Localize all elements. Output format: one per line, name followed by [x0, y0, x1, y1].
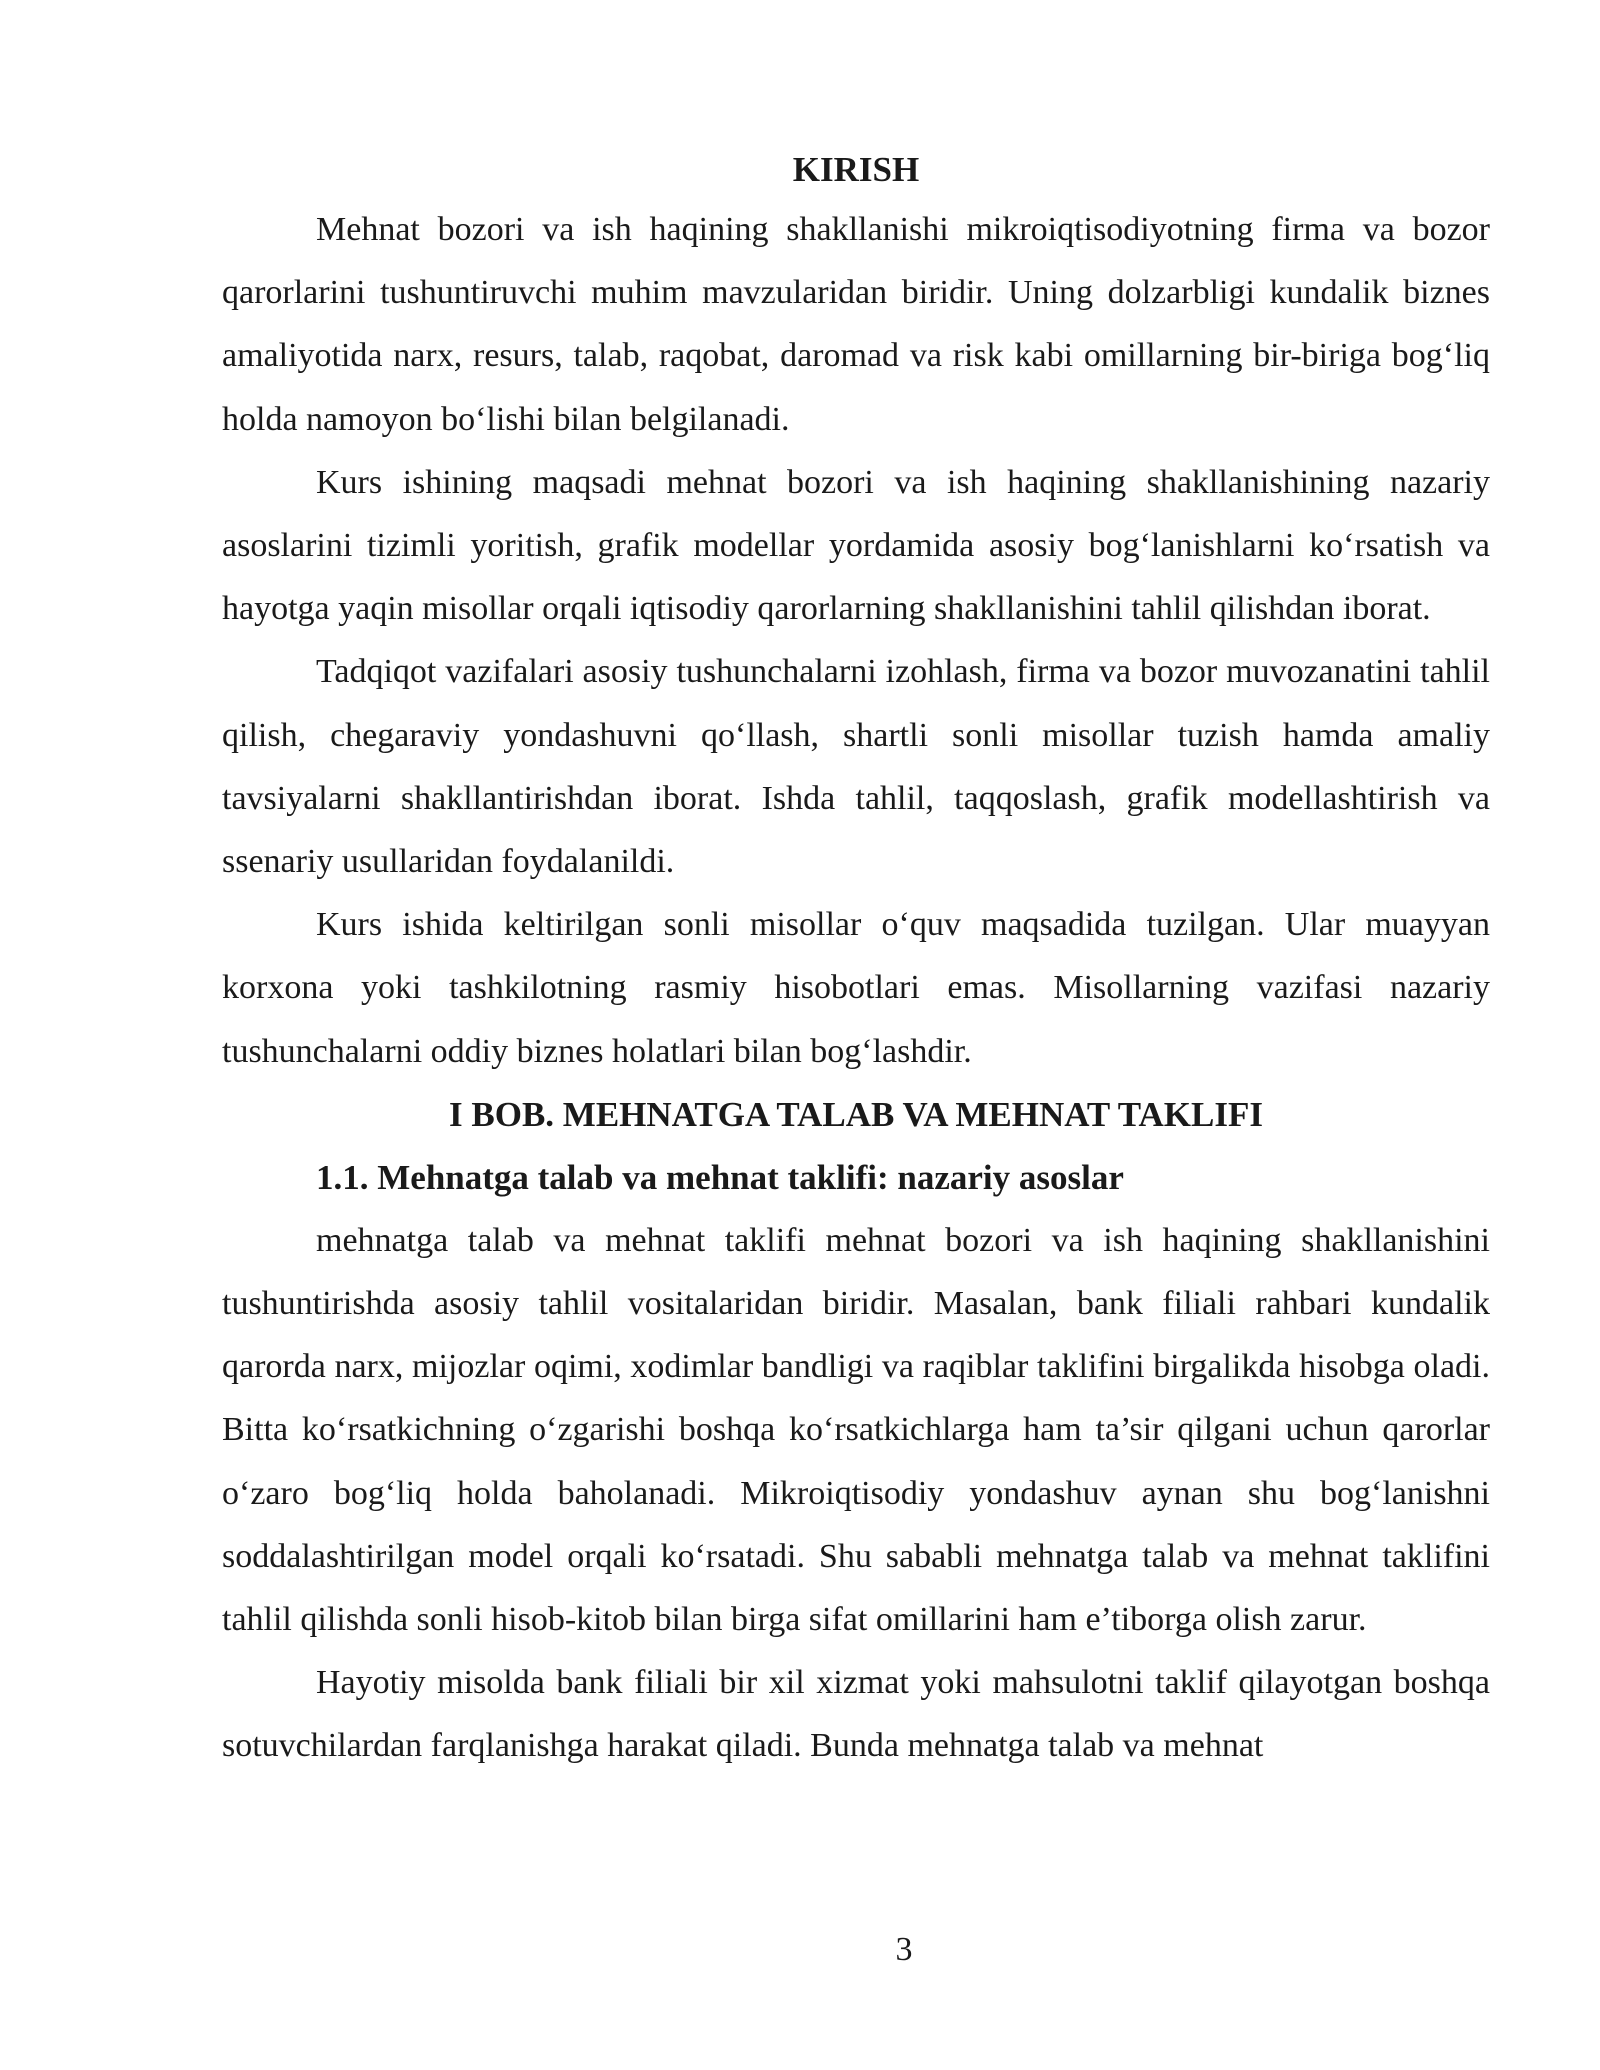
intro-paragraph-1: Mehnat bozori va ish haqining shakllanishi mikroiqtisodiyotning firma va bozor qarorlarini tushuntiruvchi muhim mavzularidan biridir. Uning dolzarbligi kundalik biznes amaliyotida narx, resurs, talab, raqobat, daromad va risk kabi omillarning bir-biriga bog‘liq holda namoyon bo‘lishi bilan belgilanadi. [222, 211, 1490, 438]
chapter-heading: I BOB. MEHNATGA TALAB VA MEHNAT TAKLIFI [449, 1094, 1263, 1134]
intro-paragraph-2: Kurs ishining maqsadi mehnat bozori va ish haqining shakllanishining nazariy asoslarini tizimli yoritish, grafik modellar yordamida asosiy bog‘lanishlarni ko‘rsatish va hayotga yaqin misollar orqali iqtisodiy qarorlarning shakllanishini tahlil qilishdan iborat. [222, 463, 1490, 628]
section-paragraph-2: Hayotiy misolda bank filiali bir xil xizmat yoki mahsulotni taklif qilayotgan boshqa sotuvchilardan farqlanishga harakat qiladi. Bunda mehnatga talab va mehnat [222, 1664, 1490, 1765]
document-page [222, 142, 1490, 1778]
intro-heading: KIRISH [792, 150, 920, 189]
section-paragraph-1: mehnatga talab va mehnat taklifi mehnat bozori va ish haqining shakllanishini tushuntirishda asosiy tahlil vositalaridan biridir. Masalan, bank filiali rahbari kundalik qarorda narx, mijozlar oqimi, xodimlar bandligi va raqiblar taklifini birgalikda hisobga oladi. Bitta ko‘rsatkichning o‘zgarishi boshqa ko‘rsatkichlarga ham ta’sir qilgani uchun qarorlar o‘zaro bog‘liq holda baholanadi. Mikroiqtisodiy yondashuv aynan shu bog‘lanishni soddalashtirilgan model orqali ko‘rsatadi. Shu sababli mehnatga talab va mehnat taklifini tahlil qilishda sonli hisob-kitob bilan birga sifat omillarini ham e’tiborga olish zarur. [222, 1221, 1490, 1639]
page-number: 3 [895, 1931, 913, 1968]
section-heading: 1.1. Mehnatga talab va mehnat taklifi: nazariy asoslar [316, 1157, 1124, 1197]
intro-paragraph-4: Kurs ishida keltirilgan sonli misollar o‘quv maqsadida tuzilgan. Ular muayyan korxona yoki tashkilotning rasmiy hisobotlari emas. Misollarning vazifasi nazariy tushunchalarni oddiy biznes holatlari bilan bog‘lashdir. [222, 906, 1490, 1070]
intro-paragraph-3: Tadqiqot vazifalari asosiy tushunchalarni izohlash, firma va bozor muvozanatini tahlil qilish, chegaraviy yondashuvni qo‘llash, shartli sonli misollar tuzish hamda amaliy tavsiyalarni shakllantirishdan iborat. Ishda tahlil, taqqoslash, grafik modellashtirish va ssenariy usullaridan foydalanildi. [222, 653, 1490, 881]
